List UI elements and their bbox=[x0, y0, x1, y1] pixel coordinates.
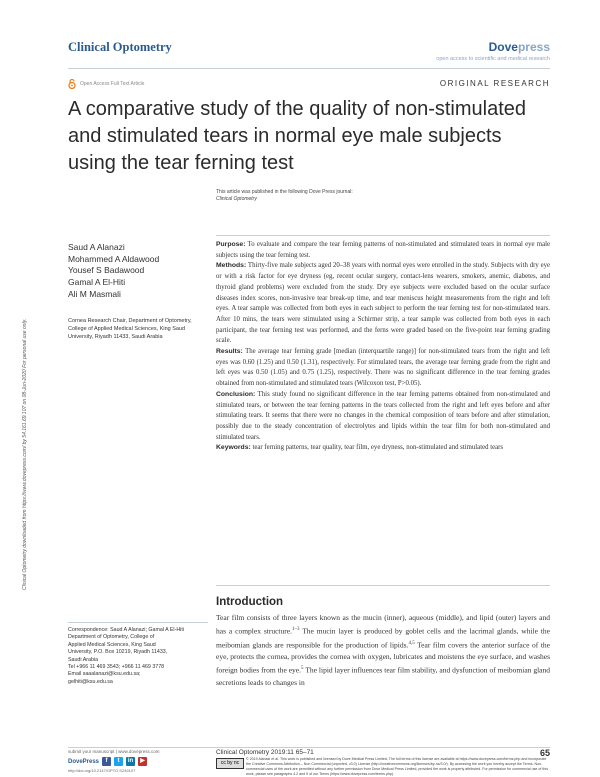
correspondence-line: Saudi Arabia bbox=[68, 656, 99, 663]
dovepress-wordmark: DovePress bbox=[68, 758, 100, 765]
abstract-bottom-divider bbox=[216, 585, 550, 586]
linkedin-icon[interactable]: in bbox=[127, 758, 134, 764]
correspondence-line: Department of Optometry, College of bbox=[68, 634, 155, 641]
youtube-icon[interactable]: ▶ bbox=[138, 757, 147, 766]
journal-name: Clinical Optometry bbox=[68, 40, 172, 54]
facebook-icon[interactable]: f bbox=[102, 757, 111, 766]
purpose-label: Purpose: bbox=[216, 241, 246, 248]
publisher-tagline: open access to scientific and medical research bbox=[436, 56, 550, 62]
correspondence-line: Applied Medical Sciences, King Saud bbox=[68, 641, 156, 648]
introduction-heading: Introduction bbox=[216, 596, 284, 608]
license-text: © 2019 Alanazi et al. This work is published and licensed by Dove Medical Press Limited. The full terms of this license are available at https://www.dovepress.com/terms.php and incorporate the Creative Commons Attribution – Non Commercial (unported, v3.0) License (http://creativecommons.org/licenses/by-nc/3.0/). By accessing the work you hereby accept the Terms. Non-commercial uses of the work are permitted without any further permission from Dove Medical Press Limited, provided the work is properly attributed. For permission for commercial use of this work, please see paragraphs 4.2 and 5 of our Terms (https://www.dovepress.com/terms.php). bbox=[246, 757, 548, 776]
author: Mohammed A Aldawood bbox=[68, 253, 160, 264]
methods-label: Methods: bbox=[216, 262, 247, 270]
abstract-top-divider bbox=[216, 235, 550, 236]
correspondence-line: University, P.O. Box 10219, Riyadh 11433, bbox=[68, 649, 168, 656]
results-text: The average tear ferning grade [median (interquartile range)] for non-stimulated tears from the right and left eyes was 0.60 (1.25) and 0.50 (1.31), respectively. For stimulated tears, the average tear ferning grade from the right and left eyes was 0.50 (1.05) and 0.75 (1.25), respectively. There was no significant difference in the tear ferning grades obtained from non-stimulated and stimulated tears (Wilcoxon test, P>0.05). bbox=[216, 348, 550, 388]
open-access-label: Open Access Full Text Article bbox=[80, 81, 145, 87]
citation[interactable]: 1–3 bbox=[291, 627, 300, 633]
publisher-logo bbox=[489, 40, 550, 54]
correspondence-email[interactable]: Email saaalanazi@ksu.edu.sa; bbox=[68, 671, 141, 678]
conclusion-text: This study found no significant difference in the tear ferning patterns obtained from non-stimulated and stimulated tears, or between the tear ferning patterns in the tears collected from the right and left eyes before and after stimulating tears. It seems that there were no changes in the chemical composition of tears before and after stimulation, possibly due to the steady concentration of electrolytes and lipids within the tear film for both non-stimulated and stimulated tears. bbox=[216, 390, 550, 441]
header-divider bbox=[68, 68, 550, 69]
abstract-methods bbox=[216, 261, 550, 347]
introduction-text bbox=[216, 612, 550, 689]
correspondence bbox=[68, 627, 210, 686]
keywords-label: Keywords: bbox=[216, 444, 251, 452]
intro-sentence: Tear film consists of three layers known as the mucin (inner), aqueous (middle), and lipid (outer) layers and has a complex structure. bbox=[216, 613, 550, 636]
open-access-icon bbox=[68, 79, 76, 89]
intro-sentence: The mucin layer is produced by goblet cells and the lacrimal glands, while the meibomian glands are responsible for the production of lipids. bbox=[216, 626, 551, 650]
conclusion-label: Conclusion: bbox=[216, 390, 256, 398]
footer-journal-citation: Clinical Optometry 2019:11 65–71 bbox=[216, 749, 314, 756]
footer-divider bbox=[68, 747, 550, 748]
download-sidebar bbox=[12, 160, 32, 590]
author: Gamal A El-Hiti bbox=[68, 277, 126, 288]
keywords-text: tear ferning patterns, tear quality, tear film, eye dryness, non-stimulated and stimulated tears bbox=[250, 444, 504, 452]
submit-link[interactable]: submit your manuscript | www.dovepress.com bbox=[68, 749, 160, 754]
abstract bbox=[216, 240, 550, 454]
download-sidebar-text: Clinical Optometry downloaded from https://www.dovepress.com/ by 54.161.69.107 on 08-Jun-2020 For personal use only. bbox=[22, 318, 28, 590]
abstract-results bbox=[216, 347, 550, 390]
doi-link[interactable]: http://doi.org/10.2147/OPTO.S249107 bbox=[68, 768, 136, 773]
abstract-keywords bbox=[216, 443, 550, 454]
correspondence-line: Tel +966 11 469 3543; +966 11 469 3778 bbox=[68, 664, 165, 671]
dovepress-footer-logo bbox=[68, 757, 147, 766]
publisher-logo-bold: Dove bbox=[488, 40, 518, 54]
intro-sentence: The lipid layer influences tear film stability, and dysfunction of meibomian gland secretions leads to changes in bbox=[216, 665, 551, 687]
abstract-conclusion bbox=[216, 390, 550, 444]
publication-note bbox=[216, 189, 353, 203]
twitter-icon[interactable]: t bbox=[114, 757, 123, 766]
publication-note-line1: This article was published in the following Dove Press journal: bbox=[216, 189, 353, 195]
citation[interactable]: 4,5 bbox=[408, 640, 415, 646]
author: Saud A Alanazi bbox=[68, 242, 125, 252]
cc-icon: cc by nc bbox=[216, 758, 244, 769]
page-number: 65 bbox=[539, 748, 550, 758]
article-title: A comparative study of the quality of non-stimulated and stimulated tears in normal eye male subjects using the tear ferning test bbox=[68, 98, 527, 174]
purpose-text: To evaluate and compare the tear ferning patterns of non-stimulated and stimulated tears in normal eye male subjects using the tear ferning test. bbox=[216, 241, 550, 259]
cc-license-badge[interactable] bbox=[216, 758, 244, 769]
methods-text: Thirty-five male subjects aged 20–38 years with normal eyes were enrolled in the study. Subjects with dry eye or with a risk factor for eye dryness (eg, recent ocular surgery, contact-lens wearers, smokers, anemic, diabetes, and thyroid gland problems) were excluded from the study. Dry eye subjects were excluded based on the ocular surface diseases index scores, non-invasive tear break-up time, and tear meniscus height measurements from the right and left eyes. A tear sample was collected from both eyes in each subject to perform the tear ferning test for non-stimulated tears. After 10 mins, the tears were stimulated using a Schirmer strip, a tear sample was collected from both eyes in each participant, the tear ferning test was performed, and the ferns were graded based on the five-point tear ferning grading scale. bbox=[216, 262, 550, 345]
article-type: ORIGINAL RESEARCH bbox=[439, 79, 550, 88]
correspondence-email[interactable]: gelhiti@ksu.edu.sa bbox=[68, 678, 113, 685]
intro-sentence: Tear film covers the anterior surface of the eye, protects the cornea, provides the cornea with oxygen, lubricates and moistens the eye surface, and washes foreign bodies from the eye. bbox=[216, 640, 550, 675]
open-access-note bbox=[68, 79, 144, 89]
author: Ali M Masmali bbox=[68, 288, 121, 299]
correspondence-label: Correspondence: Saud A Alanazi; Gamal A El-Hiti bbox=[68, 627, 185, 633]
citation[interactable]: 5 bbox=[301, 666, 304, 672]
results-label: Results: bbox=[216, 348, 243, 356]
correspondence-divider bbox=[68, 622, 208, 623]
author: Yousef S Badawood bbox=[68, 265, 145, 276]
publisher-logo-light: press bbox=[517, 40, 550, 54]
affiliation: Cornea Research Chair, Department of Optometry, College of Applied Medical Sciences, King Saud University, Riyadh 11433, Saudi Arabia bbox=[68, 318, 192, 340]
abstract-purpose bbox=[216, 240, 550, 261]
author-list bbox=[68, 242, 159, 301]
publication-note-journal: Clinical Optometry bbox=[216, 196, 257, 202]
